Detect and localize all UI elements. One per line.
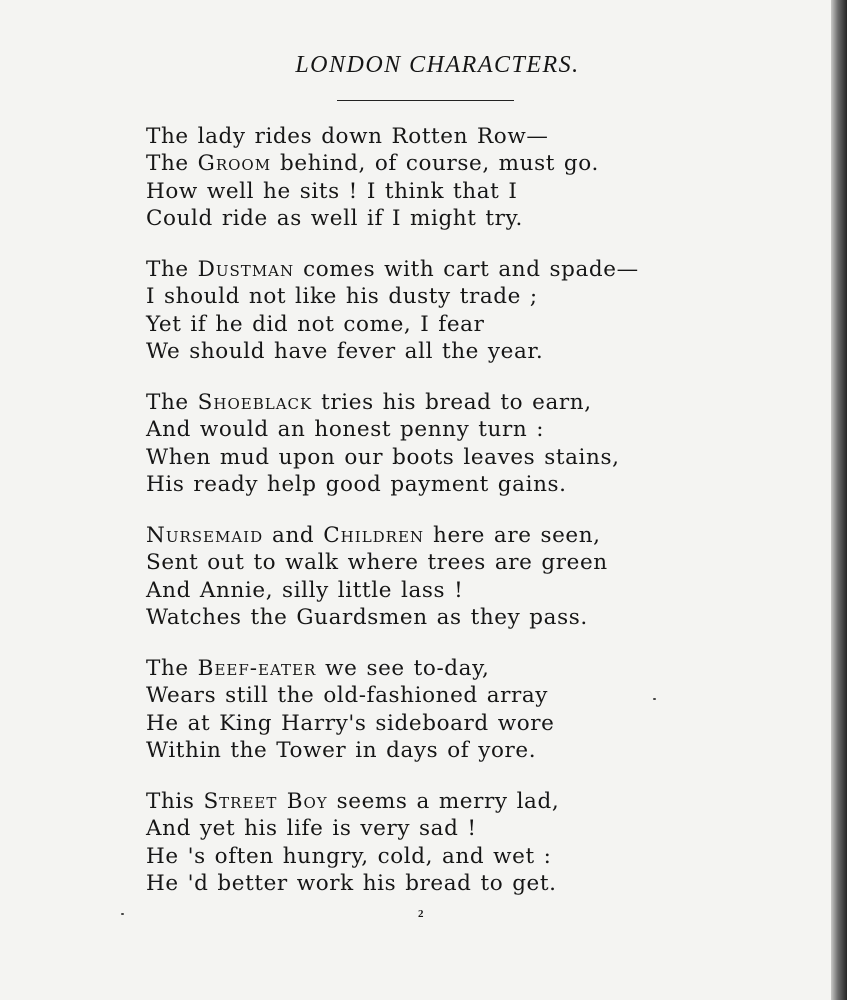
poem-line — [146, 471, 786, 498]
print-speck — [121, 913, 124, 915]
line-text: He at King Harry's sideboard wore — [146, 710, 555, 736]
line-text: Within the Tower in days of yore. — [146, 737, 537, 763]
line-text: Yet if he did not come, I fear — [146, 311, 485, 337]
line-text: The lady rides down Rotten Row— — [146, 124, 549, 149]
character-name: Shoeblack — [197, 390, 313, 415]
poem-line — [146, 815, 786, 842]
poem-line — [146, 444, 786, 471]
character-name: Children — [323, 523, 425, 548]
poem-line — [146, 549, 786, 576]
line-text: He 's often hungry, cold, and wet : — [146, 843, 552, 869]
line-text: How well he sits ! I think that I — [146, 178, 518, 204]
line-text: The — [146, 151, 198, 177]
line-text: here are seen, — [424, 523, 601, 548]
poem-line — [146, 870, 786, 897]
stanza — [146, 389, 786, 522]
line-text: comes with cart and spade— — [294, 257, 639, 282]
poem-line — [146, 256, 786, 283]
line-text: And would an honest penny turn : — [146, 417, 545, 443]
line-text: Sent out to walk where trees are green — [146, 550, 608, 576]
poem-line — [146, 655, 786, 682]
poem-line — [146, 283, 786, 310]
line-text: behind, of course, must go. — [271, 151, 599, 177]
stanza — [146, 123, 786, 256]
line-text: This — [146, 789, 204, 814]
line-text: The — [146, 656, 198, 681]
character-name: Nursemaid — [146, 523, 264, 548]
poem-line — [146, 604, 786, 631]
poem-line — [146, 416, 786, 443]
poem-line — [146, 788, 786, 815]
poem-line — [146, 178, 786, 205]
line-text: Wears still the old-fashioned array — [146, 683, 549, 709]
poem-line — [146, 577, 786, 604]
line-text: The — [146, 257, 198, 282]
stanza — [146, 256, 786, 389]
poem-line — [146, 522, 786, 549]
poem-line — [146, 843, 786, 870]
stanza — [146, 522, 786, 655]
page-title: LONDON CHARACTERS. — [295, 52, 580, 78]
line-text: we see to-day, — [316, 656, 490, 681]
line-text: Could ride as well if I might try. — [146, 205, 523, 231]
line-text: I should not like his dusty trade ; — [146, 284, 538, 310]
stanza — [146, 655, 786, 788]
poem-line — [146, 311, 786, 338]
line-text: And Annie, silly little lass ! — [146, 577, 464, 603]
poem-line — [146, 205, 786, 232]
page-edge-shadow — [831, 0, 847, 1000]
line-text: tries his bread to earn, — [312, 390, 592, 415]
poem-line — [146, 737, 786, 764]
line-text: He 'd better work his bread to get. — [146, 870, 557, 896]
character-name: Street Boy — [203, 789, 328, 814]
line-text: Watches the Guardsmen as they pass. — [146, 604, 588, 630]
poem-line — [146, 682, 786, 709]
print-speck — [653, 698, 656, 700]
poem-line — [146, 123, 786, 150]
line-text: The — [146, 390, 198, 415]
poem-line — [146, 150, 786, 177]
line-text: And yet his life is very sad ! — [146, 816, 477, 842]
poem-line — [146, 338, 786, 365]
poem-line — [146, 389, 786, 416]
line-text: seems a merry lad, — [327, 789, 560, 814]
line-text: When mud upon our boots leaves stains, — [146, 444, 620, 470]
page-number: 2 — [418, 908, 424, 920]
title-rule — [337, 100, 514, 101]
poem-line — [146, 710, 786, 737]
character-name: Dustman — [197, 257, 295, 282]
poem — [146, 123, 786, 921]
line-text: We should have fever all the year. — [146, 338, 544, 364]
stanza — [146, 788, 786, 921]
character-name: Beef-eater — [197, 656, 317, 681]
line-text: His ready help good payment gains. — [146, 471, 567, 497]
line-text: and — [263, 523, 324, 548]
character-name: Groom — [197, 151, 272, 177]
